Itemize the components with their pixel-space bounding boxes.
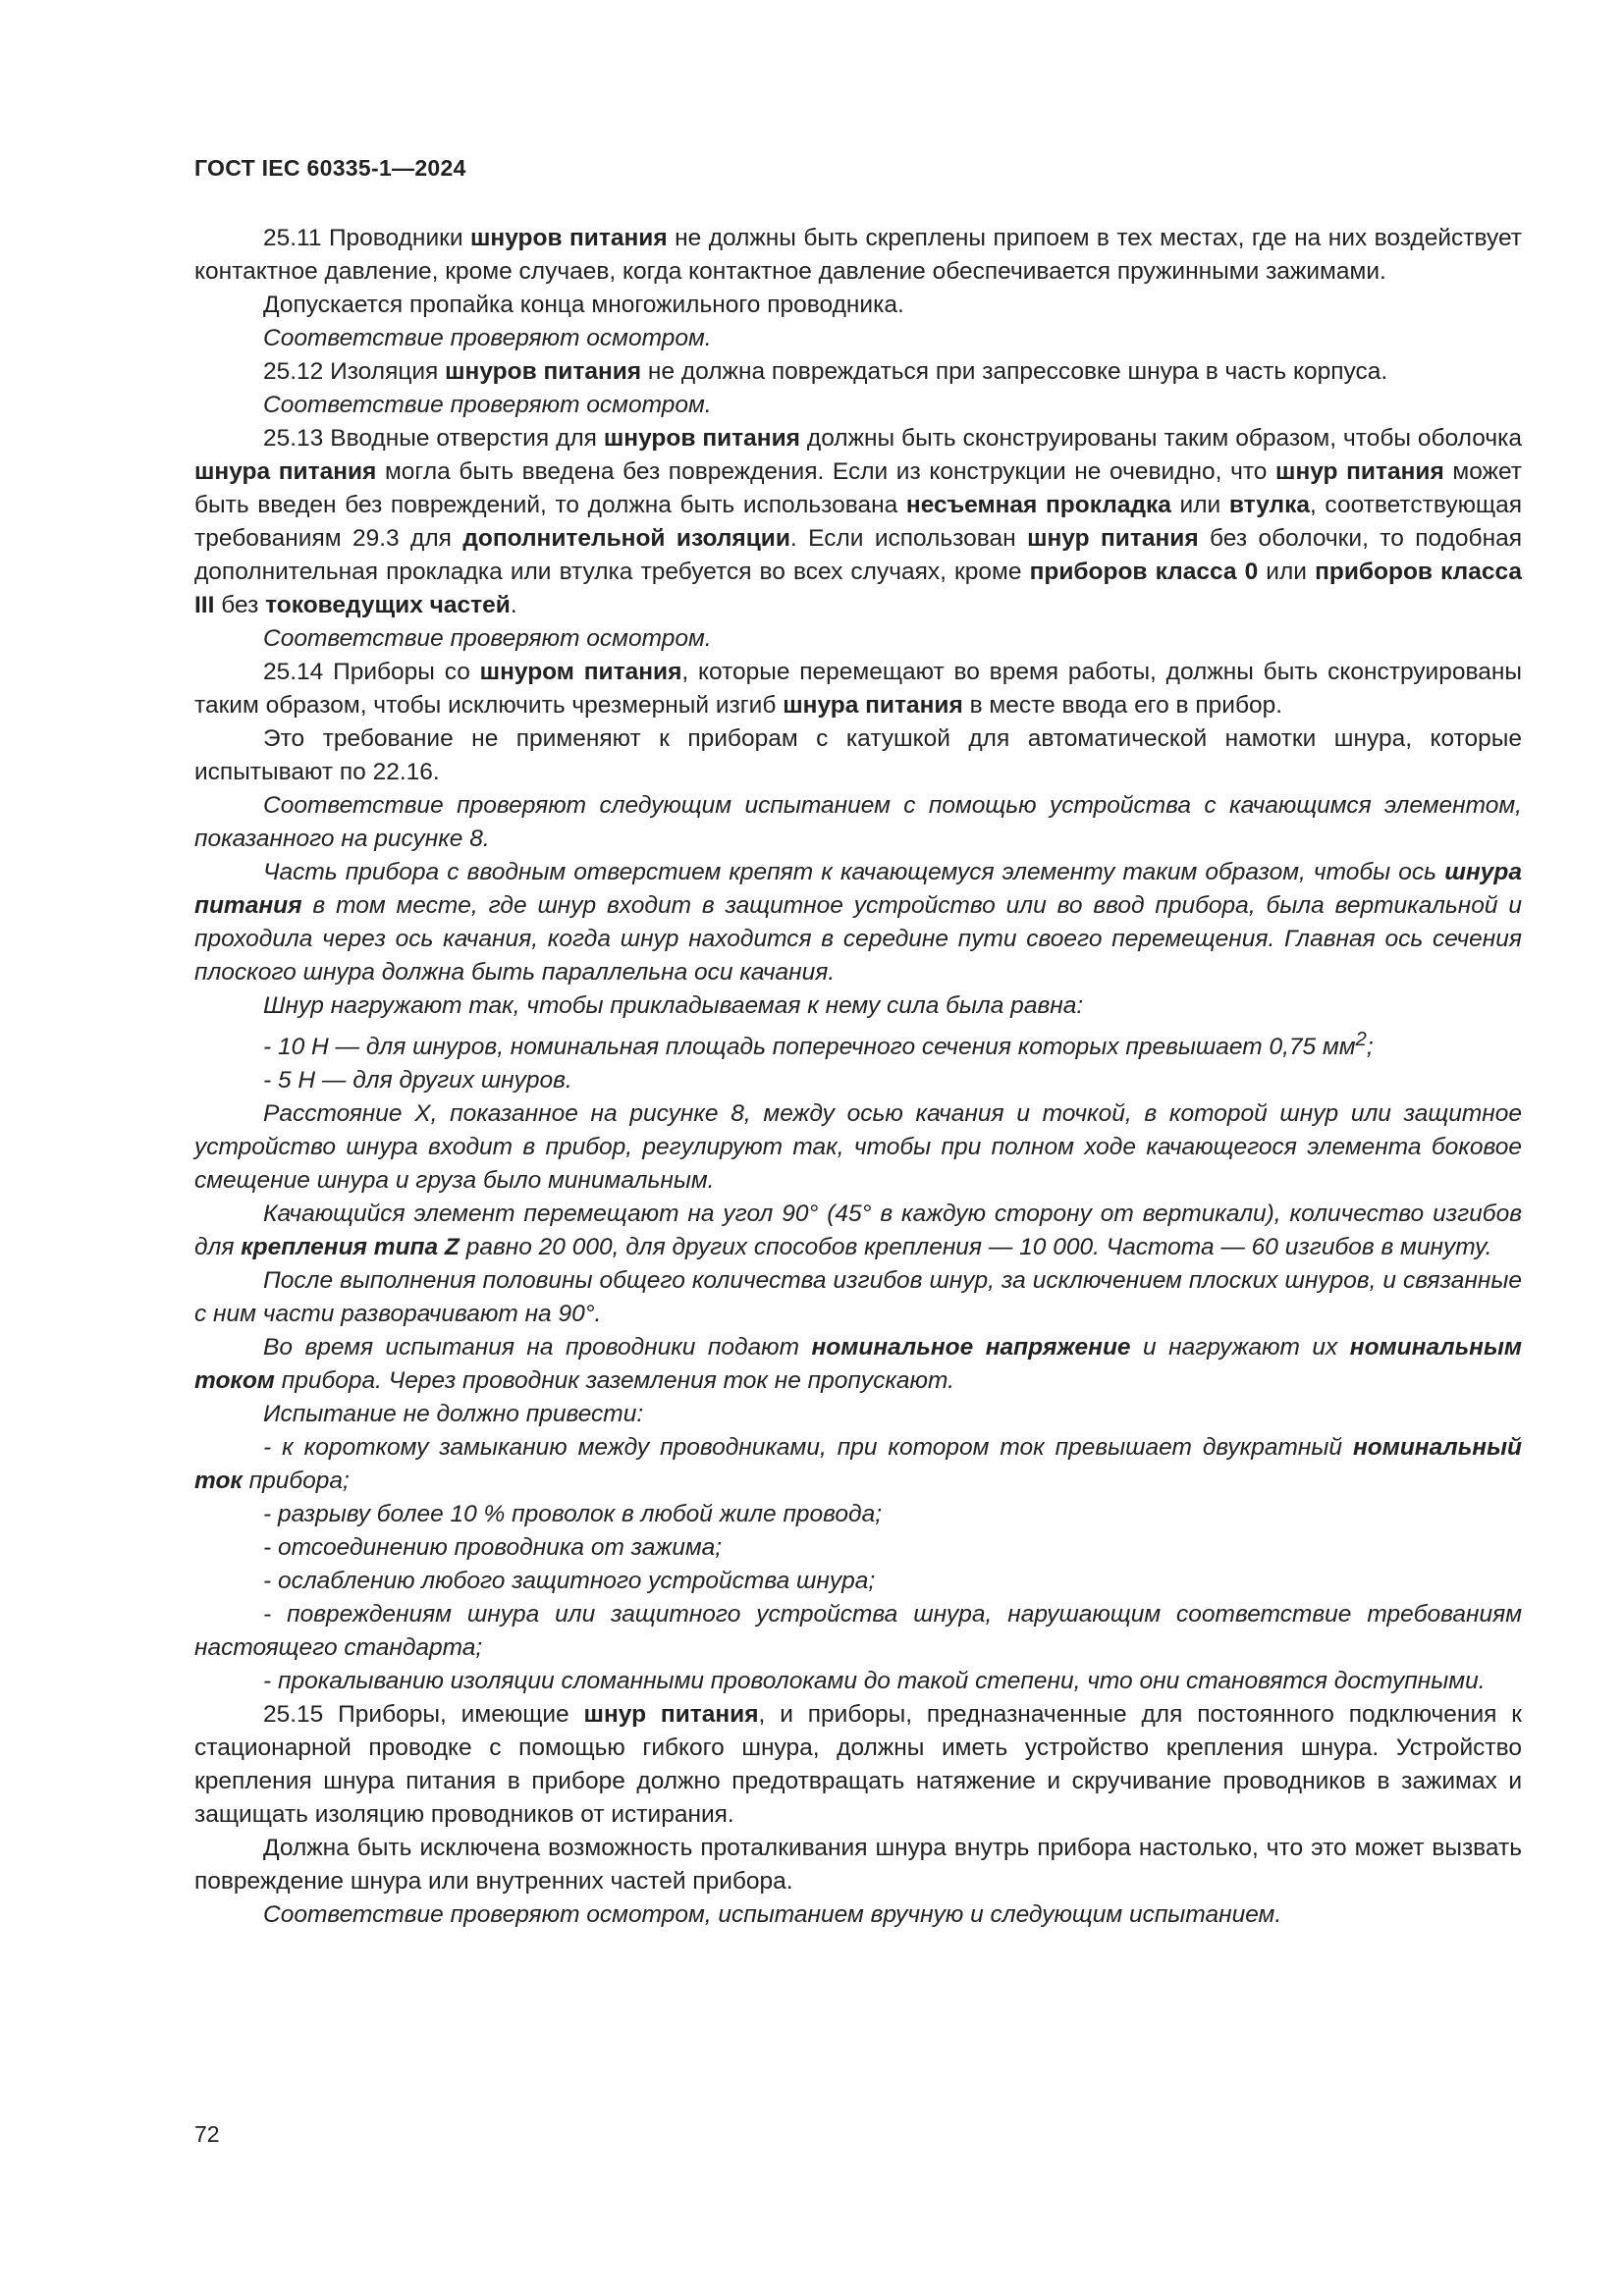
text-run: прибора. Через проводник заземления ток не пропускают. [274,1367,954,1395]
text-run: Часть прибора с вводным отверстием крепят к качающемуся элементу таким образом, чтобы ось [263,859,1445,885]
document-body [194,222,1522,1932]
defined-term: шнуром питания [479,659,682,685]
text-run: 25.12 Изоляция [263,358,446,385]
text-run: Расстояние X, показанное на рисунке 8, между осью качания и точкой, в которой шнур или защитное устройство шнура входит в прибор, регулируют так, чтобы при полном ходе качающегося элемента боковое смещение шнура и груза было минимальным. [194,1100,1522,1195]
text-run: Во время испытания на проводники подают [263,1334,812,1362]
text-run: , соответствующая требованиям 29.3 для [194,492,1522,552]
defined-term: шнура питания [783,692,963,719]
text-run: без [214,592,266,618]
text-run: должны быть сконструированы таким образом, чтобы оболочка [799,425,1522,452]
text-run: 25.15 Приборы, имеющие [263,1701,584,1729]
text-run: - отсоединению проводника от зажима; [263,1534,723,1562]
defined-term: несъемная прокладка [905,492,1171,518]
text-run: - ослаблению любого защитного устройства шнура; [263,1568,876,1595]
defined-term: номинальное напряжение [811,1334,1131,1362]
paragraph [194,856,1522,989]
text-run: , и приборы, предназначенные для постоянного подключения к стационарной проводке с помощью гибкого шнура, должны иметь устройство крепления шнура. Устройство крепления шнура питания в приборе должно предотвращать натяжение и скручивание проводников в зажимах и защищать изоляцию проводников от истирания. [194,1701,1523,1829]
text-run: без оболочки, то подобная дополнительная прокладка или втулка требуется во всех случаях, кроме [194,525,1522,585]
paragraph [194,722,1522,789]
text-run: . Если использован [789,525,1028,552]
defined-term: шнур питания [583,1701,759,1729]
text-run: и нагружают их [1130,1334,1350,1362]
defined-term: втулка [1228,492,1310,518]
text-run: равно 20 000, для других способов крепления — 10 000. Частота — 60 изгибов в минуту. [459,1234,1492,1261]
defined-term: токоведущих частей [265,592,511,618]
paragraph [194,1665,1522,1698]
defined-term: шнура питания [194,859,1522,919]
defined-term: крепления типа Z [241,1234,460,1261]
text-run: Допускается пропайка конца многожильного проводника. [263,292,904,318]
text-run: Соответствие проверяют осмотром. [263,325,712,351]
defined-term: приборов класса 0 [1029,559,1259,585]
paragraph [194,355,1522,389]
text-run: или [1170,492,1229,518]
defined-term: шнура питания [194,458,377,485]
text-run: ; [1366,1034,1374,1061]
text-run: не должны быть скреплены припоем в тех местах, где на них воздействует контактное давление, кроме случаев, когда контактное давление обеспечивается пружинными зажимами. [194,225,1522,285]
text-run: - повреждениям шнура или защитного устройства шнура, нарушающим соответствие требованиям настоящего стандарта; [194,1601,1522,1662]
paragraph [194,1064,1522,1097]
paragraph [194,1097,1522,1198]
paragraph [194,1023,1522,1064]
text-run: Должна быть исключена возможность проталкивания шнура внутрь прибора настолько, что это может вызвать повреждение шнура или внутренних частей прибора. [194,1835,1522,1896]
defined-term: шнуров питания [445,358,642,385]
defined-term: приборов класса III [194,559,1522,618]
defined-term: шнур питания [1275,458,1444,485]
text-run: - к короткому замыканию между проводниками, при котором ток превышает двукратный [263,1434,1353,1462]
paragraph [194,1498,1522,1531]
text-run: , которые перемещают во время работы, должны быть сконструированы таким образом, чтобы исключить чрезмерный изгиб [194,659,1522,719]
text-run: Соответствие проверяют осмотром, испытанием вручную и следующим испытанием. [263,1901,1282,1929]
paragraph [194,222,1522,289]
text-run: . [510,592,517,618]
paragraph [194,1898,1522,1932]
text-run: прибора; [242,1468,350,1495]
paragraph [194,1598,1522,1665]
text-run: - 5 Н — для других шнуров. [263,1067,572,1095]
paragraph [194,289,1522,322]
text-run: Шнур нагружают так, чтобы прикладываемая к нему сила была равна: [263,992,1084,1019]
defined-term: дополнительной изоляции [462,525,790,552]
superscript: 2 [1355,1029,1367,1050]
text-run: - разрыву более 10 % проволок в любой жиле провода; [263,1501,883,1528]
text-run: Это требование не применяют к приборам с катушкой для автоматической намотки шнура, которые испытывают по 22.16. [194,725,1522,785]
paragraph [194,322,1522,355]
paragraph [194,389,1522,422]
text-run: может быть введен без повреждений, то должна быть использована [194,458,1522,518]
defined-term: шнур питания [1027,525,1199,552]
paragraph [194,622,1522,656]
paragraph [194,1531,1522,1565]
text-run: 25.14 Приборы со [263,659,480,685]
defined-term: номинальным током [194,1334,1523,1395]
text-run: не должна повреждаться при запрессовке шнура в часть корпуса. [641,358,1388,385]
text-run: 25.11 Проводники [263,225,471,251]
paragraph [194,1698,1522,1832]
text-run: или [1258,559,1316,585]
text-run: Соответствие проверяют осмотром. [263,392,712,418]
paragraph [194,1264,1522,1331]
text-run: Соответствие проверяют осмотром. [263,625,712,652]
text-run: в месте ввода его в прибор. [962,692,1283,719]
text-run: Испытание не должно привести: [263,1401,644,1428]
paragraph [194,789,1522,856]
paragraph [194,1431,1522,1498]
text-run: 25.13 Вводные отверстия для [263,425,604,452]
paragraph [194,656,1522,722]
text-run: После выполнения половины общего количества изгибов шнур, за исключением плоских шнуров, и связанные с ним части разворачивают на 90°. [194,1267,1522,1328]
text-run: - прокалыванию изоляции сломанными проволоками до такой степени, что они становятся доступными. [263,1668,1486,1695]
paragraph [194,1398,1522,1431]
page-number: 72 [194,2121,220,2147]
paragraph [194,1565,1522,1598]
text-run: - 10 Н — для шнуров, номинальная площадь поперечного сечения которых превышает 0,75 мм [263,1034,1356,1061]
text-run: могла быть введена без повреждения. Если из конструкции не очевидно, что [376,458,1276,485]
paragraph [194,422,1522,622]
paragraph [194,1331,1522,1398]
defined-term: шнуров питания [470,225,668,251]
defined-term: шнуров питания [603,425,800,452]
text-run: в том месте, где шнур входит в защитное устройство или во ввод прибора, была вертикальной и проходила через ось качания, когда шнур находится в середине пути своего перемещения. Главная ось сечения плоского шнура должна быть параллельна оси качания. [194,892,1522,986]
paragraph [194,1832,1522,1898]
defined-term: номинальный ток [194,1434,1522,1495]
standard-designation: ГОСТ IEC 60335-1—2024 [194,155,466,181]
paragraph [194,989,1522,1023]
text-run: Качающийся элемент перемещают на угол 90° (45° в каждую сторону от вертикали), количество изгибов для [194,1201,1522,1261]
text-run: Соответствие проверяют следующим испытанием с помощью устройства с качающимся элементом, показанного на рисунке 8. [194,792,1522,852]
paragraph [194,1198,1522,1264]
